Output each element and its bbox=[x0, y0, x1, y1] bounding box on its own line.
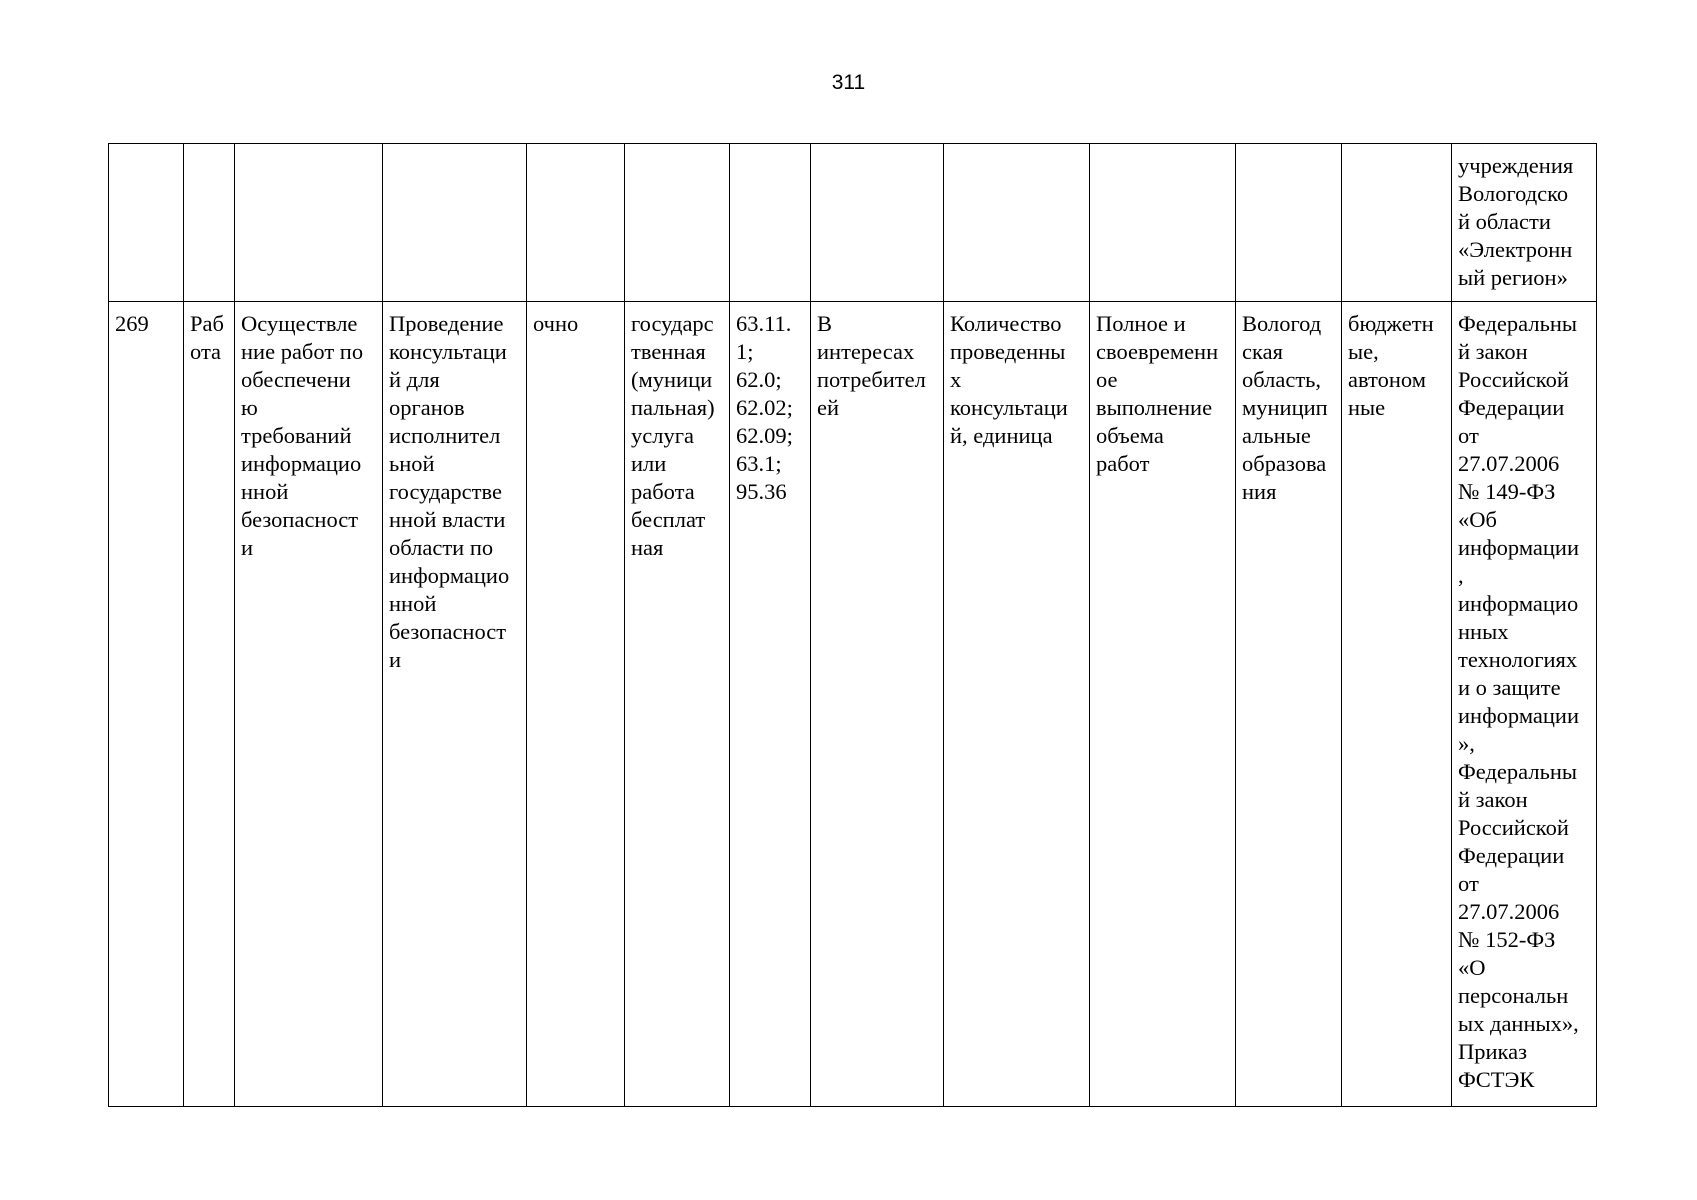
row-legal-basis: Федеральны й закон Российской Федерации от 27.07.2006 № 149-ФЗ «Об информации , информацио нных технологиях и о защите информации », Федеральны й закон Российской Федерации от 27.07.2006 № 152-ФЗ «О персональн ых данных», Приказ ФСТЭК bbox=[1458, 311, 1580, 1092]
row-number: 269 bbox=[115, 311, 149, 336]
cell-consumers bbox=[811, 302, 944, 1107]
row-institution-type: бюджетн ые, автоном ные bbox=[1348, 311, 1434, 420]
cell-empty bbox=[1236, 144, 1342, 302]
cell-empty bbox=[383, 144, 527, 302]
row-name: Осуществле ние работ по обеспечени ю требований информацио нной безопасност и bbox=[241, 311, 364, 560]
cell-empty bbox=[730, 144, 811, 302]
row-consumers: В интересах потребител ей bbox=[817, 311, 926, 420]
cell-empty bbox=[109, 144, 184, 302]
cell-form bbox=[527, 302, 625, 1107]
row-form: очно bbox=[533, 311, 579, 336]
cell-legal-basis bbox=[1452, 302, 1597, 1107]
row-content: Проведение консультаци й для органов исполнител ьной государстве нной власти области по информацио нной безопасност и bbox=[389, 311, 510, 672]
page-number: 311 bbox=[831, 71, 866, 94]
row-type: Раб ота bbox=[190, 311, 224, 364]
services-table bbox=[108, 143, 1597, 1107]
cell-content bbox=[383, 302, 527, 1107]
cell-number bbox=[109, 302, 184, 1107]
cell-empty bbox=[235, 144, 383, 302]
cell-volume-indicator bbox=[944, 302, 1090, 1107]
cell-empty bbox=[1090, 144, 1236, 302]
cell-okved bbox=[730, 302, 811, 1107]
cell-empty bbox=[944, 144, 1090, 302]
cell-empty bbox=[625, 144, 730, 302]
cell-category bbox=[625, 302, 730, 1107]
cell-type bbox=[184, 302, 235, 1107]
cell-empty bbox=[1342, 144, 1452, 302]
cell-name bbox=[235, 302, 383, 1107]
table-row bbox=[109, 302, 1597, 1107]
row-okved: 63.11. 1; 62.0; 62.02; 62.09; 63.1; 95.36 bbox=[736, 311, 793, 504]
row-quality-indicator: Полное и своевременн ое выполнение объема работ bbox=[1096, 311, 1219, 476]
row-volume-indicator: Количество проведенны х консультаци й, единица bbox=[950, 311, 1068, 448]
cell-empty bbox=[184, 144, 235, 302]
legal-basis-continuation-text: учреждения Вологодско й области «Электронн ый регион» bbox=[1458, 153, 1574, 290]
cell-territory bbox=[1236, 302, 1342, 1107]
row-category: государс твенная (муници пальная) услуга или работа бесплат ная bbox=[631, 311, 715, 560]
row-territory: Вологод ская область, муницип альные образова ния bbox=[1242, 311, 1328, 504]
cell-quality-indicator bbox=[1090, 302, 1236, 1107]
cell-empty bbox=[527, 144, 625, 302]
cell-empty bbox=[811, 144, 944, 302]
cell-legal-basis-continuation bbox=[1452, 144, 1597, 302]
cell-institution-type bbox=[1342, 302, 1452, 1107]
table-row-continuation bbox=[109, 144, 1597, 302]
